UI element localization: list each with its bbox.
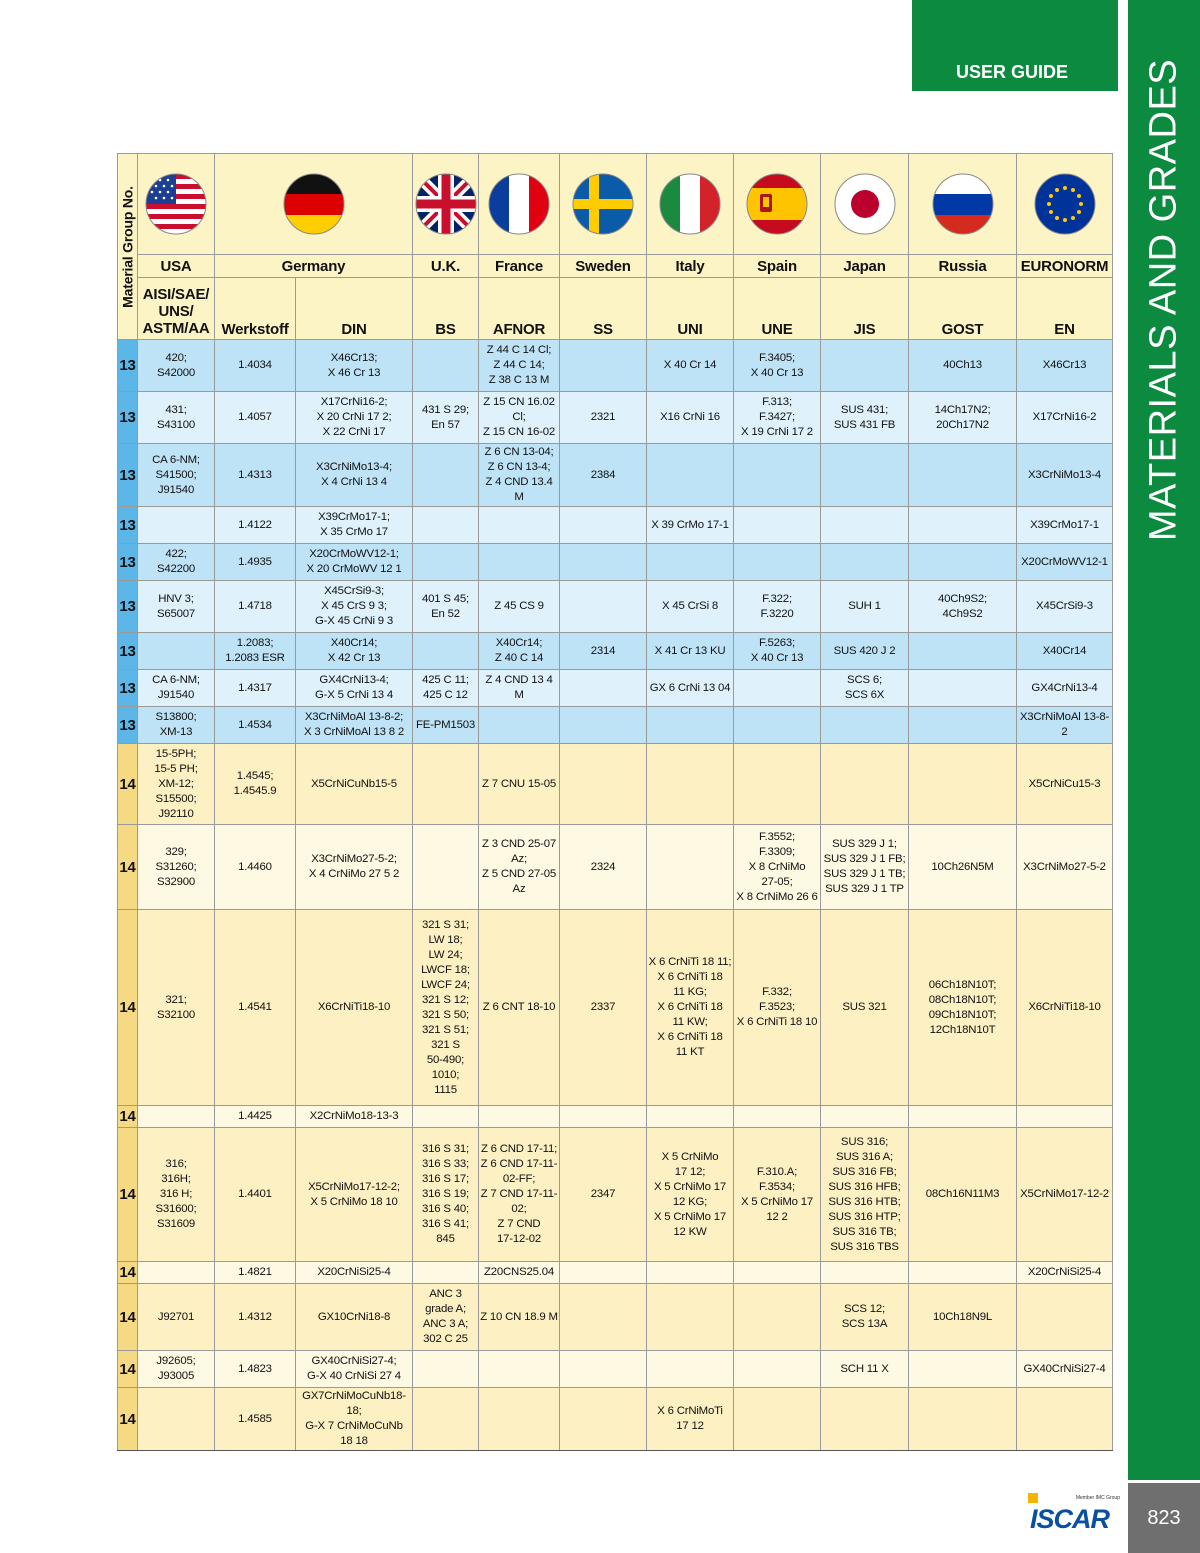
usa-flag-icon xyxy=(144,172,208,236)
cell-gost: 06Ch18N10T; 08Ch18N10T; 09Ch18N10T; 12Ch18N10T xyxy=(909,910,1017,1106)
cell-uni: X 41 Cr 13 KU xyxy=(647,633,734,670)
cell-en: X3CrNiMo13-4 xyxy=(1017,444,1113,507)
russia-flag-cell xyxy=(909,154,1017,255)
cell-une: F.332; F.3523; X 6 CrNiTi 18 10 xyxy=(734,910,821,1106)
table-body xyxy=(118,340,1113,1451)
cell-uni xyxy=(647,1284,734,1351)
table-row xyxy=(118,581,1113,633)
cell-werkstoff: 1.2083; 1.2083 ESR xyxy=(215,633,296,670)
cell-werkstoff: 1.4122 xyxy=(215,507,296,544)
cell-jis: SCS 12; SCS 13A xyxy=(821,1284,909,1351)
cell-ss: 2384 xyxy=(560,444,647,507)
standard-din: DIN xyxy=(296,278,413,340)
group-number-cell: 14 xyxy=(118,1106,138,1128)
cell-en: X5CrNiCu15-3 xyxy=(1017,744,1113,825)
group-number-cell: 14 xyxy=(118,1351,138,1388)
cell-uni: X 6 CrNiTi 18 11; X 6 CrNiTi 18 11 KG; X 6 CrNiTi 18 11 KW; X 6 CrNiTi 18 11 KT xyxy=(647,910,734,1106)
cell-aisi xyxy=(138,1106,215,1128)
cell-din: X17CrNi16-2; X 20 CrNi 17 2; X 22 CrNi 17 xyxy=(296,392,413,444)
cell-afnor: Z 4 CND 13 4 M xyxy=(479,670,560,707)
cell-jis xyxy=(821,507,909,544)
cell-une xyxy=(734,1262,821,1284)
sweden-flag-cell xyxy=(560,154,647,255)
cell-aisi: 329; S31260; S32900 xyxy=(138,825,215,910)
cell-en: GX4CrNi13-4 xyxy=(1017,670,1113,707)
standard-ss: SS xyxy=(560,278,647,340)
cell-werkstoff: 1.4935 xyxy=(215,544,296,581)
group-number-cell: 13 xyxy=(118,392,138,444)
cell-afnor xyxy=(479,1351,560,1388)
cell-bs xyxy=(413,1106,479,1128)
cell-din: X3CrNiMo13-4; X 4 CrNi 13 4 xyxy=(296,444,413,507)
cell-werkstoff: 1.4585 xyxy=(215,1388,296,1451)
table-row xyxy=(118,507,1113,544)
cell-une: F.313; F.3427; X 19 CrNi 17 2 xyxy=(734,392,821,444)
group-number-cell: 14 xyxy=(118,1128,138,1262)
country-sweden: Sweden xyxy=(560,255,647,278)
cell-werkstoff: 1.4821 xyxy=(215,1262,296,1284)
cell-din: X2CrNiMo18-13-3 xyxy=(296,1106,413,1128)
group-number-cell: 13 xyxy=(118,707,138,744)
cell-afnor: Z 6 CNT 18-10 xyxy=(479,910,560,1106)
country-uk: U.K. xyxy=(413,255,479,278)
cell-ss xyxy=(560,340,647,392)
group-number-cell: 14 xyxy=(118,910,138,1106)
cell-ss xyxy=(560,1351,647,1388)
cell-din: X45CrSi9-3; X 45 CrS 9 3; G-X 45 CrNi 9 3 xyxy=(296,581,413,633)
cell-werkstoff: 1.4401 xyxy=(215,1128,296,1262)
cell-aisi: 321; S32100 xyxy=(138,910,215,1106)
table-row xyxy=(118,1106,1113,1128)
standard-en: EN xyxy=(1017,278,1113,340)
cell-bs xyxy=(413,444,479,507)
cell-bs xyxy=(413,825,479,910)
cell-une xyxy=(734,1106,821,1128)
standard-gost: GOST xyxy=(909,278,1017,340)
cell-afnor: Z 6 CN 13-04; Z 6 CN 13-4; Z 4 CND 13.4 M xyxy=(479,444,560,507)
cell-ss xyxy=(560,670,647,707)
cell-gost xyxy=(909,1106,1017,1128)
uk-flag-icon xyxy=(414,172,478,236)
standard-aisi: AISI/SAE/ UNS/ ASTM/AA xyxy=(138,278,215,340)
standard-afnor: AFNOR xyxy=(479,278,560,340)
cell-jis xyxy=(821,1262,909,1284)
cell-bs: 321 S 31; LW 18; LW 24; LWCF 18; LWCF 24; 321 S 12; 321 S 50; 321 S 51; 321 S 50-490; 1010; 1115 xyxy=(413,910,479,1106)
cell-afnor xyxy=(479,1388,560,1451)
cell-uni: X 45 CrSi 8 xyxy=(647,581,734,633)
cell-werkstoff: 1.4718 xyxy=(215,581,296,633)
cell-jis xyxy=(821,1388,909,1451)
cell-en: X45CrSi9-3 xyxy=(1017,581,1113,633)
cell-din: X46Cr13; X 46 Cr 13 xyxy=(296,340,413,392)
cell-afnor: Z 3 CND 25-07 Az; Z 5 CND 27-05 Az xyxy=(479,825,560,910)
group-number-cell: 14 xyxy=(118,744,138,825)
cell-une: F.5263; X 40 Cr 13 xyxy=(734,633,821,670)
cell-gost: 10Ch18N9L xyxy=(909,1284,1017,1351)
cell-bs xyxy=(413,1262,479,1284)
cell-bs xyxy=(413,744,479,825)
cell-din: X20CrNiSi25-4 xyxy=(296,1262,413,1284)
side-title: MATERIALS AND GRADES xyxy=(1142,58,1185,542)
country-spain: Spain xyxy=(734,255,821,278)
cell-en: X3CrNiMo27-5-2 xyxy=(1017,825,1113,910)
cell-din: X20CrMoWV12-1; X 20 CrMoWV 12 1 xyxy=(296,544,413,581)
cell-bs: ANC 3 grade A; ANC 3 A; 302 C 25 xyxy=(413,1284,479,1351)
cell-jis: SUS 321 xyxy=(821,910,909,1106)
cell-en: GX40CrNiSi27-4 xyxy=(1017,1351,1113,1388)
cell-gost xyxy=(909,1388,1017,1451)
cell-une xyxy=(734,670,821,707)
cell-aisi: J92605; J93005 xyxy=(138,1351,215,1388)
cell-uni xyxy=(647,544,734,581)
germany-flag-cell xyxy=(215,154,413,255)
group-number-cell: 14 xyxy=(118,1388,138,1451)
cell-ss xyxy=(560,507,647,544)
cell-jis xyxy=(821,1106,909,1128)
cell-une xyxy=(734,744,821,825)
table-row xyxy=(118,910,1113,1106)
sweden-flag-icon xyxy=(571,172,635,236)
cell-gost xyxy=(909,507,1017,544)
cell-en xyxy=(1017,1388,1113,1451)
cell-une: F.322; F.3220 xyxy=(734,581,821,633)
cell-ss xyxy=(560,1284,647,1351)
cell-jis xyxy=(821,707,909,744)
cell-une xyxy=(734,507,821,544)
spain-flag-icon xyxy=(745,172,809,236)
russia-flag-icon xyxy=(931,172,995,236)
table-row xyxy=(118,1284,1113,1351)
cell-en: X39CrMo17-1 xyxy=(1017,507,1113,544)
country-russia: Russia xyxy=(909,255,1017,278)
cell-jis: SUS 431; SUS 431 FB xyxy=(821,392,909,444)
cell-ss xyxy=(560,544,647,581)
country-italy: Italy xyxy=(647,255,734,278)
cell-uni xyxy=(647,444,734,507)
cell-gost xyxy=(909,544,1017,581)
cell-werkstoff: 1.4034 xyxy=(215,340,296,392)
uk-flag-cell xyxy=(413,154,479,255)
cell-werkstoff: 1.4313 xyxy=(215,444,296,507)
cell-aisi: HNV 3; S65007 xyxy=(138,581,215,633)
group-number-cell: 13 xyxy=(118,507,138,544)
cell-afnor: Z 6 CND 17-11; Z 6 CND 17-11- 02-FF; Z 7 CND 17-11- 02; Z 7 CND 17-12-02 xyxy=(479,1128,560,1262)
table-row xyxy=(118,1351,1113,1388)
cell-ss xyxy=(560,1106,647,1128)
iscar-logo-icon xyxy=(1026,1493,1120,1533)
materials-table xyxy=(117,153,1113,1451)
country-euronorm: EURONORM xyxy=(1017,255,1113,278)
cell-aisi xyxy=(138,633,215,670)
eu-flag-cell xyxy=(1017,154,1113,255)
standard-une: UNE xyxy=(734,278,821,340)
cell-bs xyxy=(413,340,479,392)
cell-ss: 2321 xyxy=(560,392,647,444)
cell-din: X3CrNiMo27-5-2; X 4 CrNiMo 27 5 2 xyxy=(296,825,413,910)
table-row xyxy=(118,670,1113,707)
group-number-cell: 13 xyxy=(118,581,138,633)
cell-ss xyxy=(560,744,647,825)
cell-uni xyxy=(647,1262,734,1284)
table-row xyxy=(118,1388,1113,1451)
cell-uni: X 6 CrNiMoTi 17 12 xyxy=(647,1388,734,1451)
standard-jis: JIS xyxy=(821,278,909,340)
table-row xyxy=(118,1262,1113,1284)
cell-en xyxy=(1017,1106,1113,1128)
cell-une: F.3552; F.3309; X 8 CrNiMo 27-05; X 8 CrNiMo 26 6 xyxy=(734,825,821,910)
cell-werkstoff: 1.4534 xyxy=(215,707,296,744)
cell-uni: X 40 Cr 14 xyxy=(647,340,734,392)
group-number-cell: 14 xyxy=(118,1262,138,1284)
cell-jis xyxy=(821,340,909,392)
cell-din: GX10CrNi18-8 xyxy=(296,1284,413,1351)
cell-uni xyxy=(647,707,734,744)
cell-uni: X 5 CrNiMo 17 12; X 5 CrNiMo 17 12 KG; X 5 CrNiMo 17 12 KW xyxy=(647,1128,734,1262)
cell-gost xyxy=(909,1351,1017,1388)
cell-en: X40Cr14 xyxy=(1017,633,1113,670)
cell-en: X5CrNiMo17-12-2 xyxy=(1017,1128,1113,1262)
material-group-label: Material Group No. xyxy=(119,185,135,308)
cell-jis: SUS 329 J 1; SUS 329 J 1 FB; SUS 329 J 1 TB; SUS 329 J 1 TP xyxy=(821,825,909,910)
table-row xyxy=(118,444,1113,507)
cell-din: GX40CrNiSi27-4; G-X 40 CrNiSi 27 4 xyxy=(296,1351,413,1388)
cell-bs: 401 S 45; En 52 xyxy=(413,581,479,633)
cell-aisi: 420; S42000 xyxy=(138,340,215,392)
logo-square xyxy=(1028,1493,1038,1503)
cell-uni xyxy=(647,1351,734,1388)
cell-afnor xyxy=(479,544,560,581)
cell-une: F.310.A; F.3534; X 5 CrNiMo 17 12 2 xyxy=(734,1128,821,1262)
cell-afnor: Z 45 CS 9 xyxy=(479,581,560,633)
usa-flag-cell xyxy=(138,154,215,255)
cell-werkstoff: 1.4460 xyxy=(215,825,296,910)
table-row xyxy=(118,392,1113,444)
cell-une xyxy=(734,1351,821,1388)
country-germany: Germany xyxy=(215,255,413,278)
cell-en: X6CrNiTi18-10 xyxy=(1017,910,1113,1106)
cell-aisi: 316; 316H; 316 H; S31600; S31609 xyxy=(138,1128,215,1262)
group-number-cell: 13 xyxy=(118,633,138,670)
cell-aisi xyxy=(138,1262,215,1284)
cell-uni xyxy=(647,744,734,825)
cell-werkstoff: 1.4317 xyxy=(215,670,296,707)
italy-flag-icon xyxy=(658,172,722,236)
germany-flag-icon xyxy=(282,172,346,236)
cell-gost xyxy=(909,1262,1017,1284)
user-guide-label: USER GUIDE xyxy=(955,62,1068,82)
country-usa: USA xyxy=(138,255,215,278)
cell-afnor: X40Cr14; Z 40 C 14 xyxy=(479,633,560,670)
cell-gost xyxy=(909,744,1017,825)
france-flag-icon xyxy=(487,172,551,236)
cell-werkstoff: 1.4823 xyxy=(215,1351,296,1388)
cell-afnor: Z 15 CN 16.02 Cl; Z 15 CN 16-02 xyxy=(479,392,560,444)
cell-jis: SUS 316; SUS 316 A; SUS 316 FB; SUS 316 HFB; SUS 316 HTB; SUS 316 HTP; SUS 316 TB; SUS 316 TBS xyxy=(821,1128,909,1262)
cell-aisi: 431; S43100 xyxy=(138,392,215,444)
cell-gost: 08Ch16N11M3 xyxy=(909,1128,1017,1262)
group-number-cell: 13 xyxy=(118,444,138,507)
standard-bs: BS xyxy=(413,278,479,340)
cell-aisi: CA 6-NM; J91540 xyxy=(138,670,215,707)
cell-ss: 2324 xyxy=(560,825,647,910)
country-japan: Japan xyxy=(821,255,909,278)
cell-uni xyxy=(647,825,734,910)
cell-ss: 2337 xyxy=(560,910,647,1106)
cell-din: X5CrNiCuNb15-5 xyxy=(296,744,413,825)
cell-werkstoff: 1.4312 xyxy=(215,1284,296,1351)
cell-aisi: 422; S42200 xyxy=(138,544,215,581)
cell-une xyxy=(734,1284,821,1351)
cell-jis xyxy=(821,444,909,507)
cell-bs: 425 C 11; 425 C 12 xyxy=(413,670,479,707)
group-number-cell: 13 xyxy=(118,340,138,392)
table-row xyxy=(118,633,1113,670)
user-guide-tab xyxy=(912,0,1118,91)
group-number-cell: 13 xyxy=(118,670,138,707)
cell-bs xyxy=(413,1388,479,1451)
table-row xyxy=(118,1128,1113,1262)
cell-afnor xyxy=(479,507,560,544)
material-group-header xyxy=(118,154,138,340)
cell-uni: X16 CrNi 16 xyxy=(647,392,734,444)
cell-afnor: Z 7 CNU 15-05 xyxy=(479,744,560,825)
table-row xyxy=(118,544,1113,581)
cell-ss xyxy=(560,1262,647,1284)
cell-afnor: Z 44 C 14 Cl; Z 44 C 14; Z 38 C 13 M xyxy=(479,340,560,392)
cell-gost: 10Ch26N5M xyxy=(909,825,1017,910)
cell-bs xyxy=(413,544,479,581)
cell-une xyxy=(734,1388,821,1451)
eu-flag-icon xyxy=(1033,172,1097,236)
cell-afnor: Z 10 CN 18.9 M xyxy=(479,1284,560,1351)
cell-ss: 2347 xyxy=(560,1128,647,1262)
cell-din: X3CrNiMoAl 13-8-2; X 3 CrNiMoAl 13 8 2 xyxy=(296,707,413,744)
cell-uni: GX 6 CrNi 13 04 xyxy=(647,670,734,707)
cell-ss xyxy=(560,707,647,744)
cell-jis: SUH 1 xyxy=(821,581,909,633)
cell-din: X40Cr14; X 42 Cr 13 xyxy=(296,633,413,670)
cell-gost: 40Ch9S2; 4Ch9S2 xyxy=(909,581,1017,633)
cell-jis: SCS 6; SCS 6X xyxy=(821,670,909,707)
table-row xyxy=(118,707,1113,744)
cell-werkstoff: 1.4541 xyxy=(215,910,296,1106)
country-france: France xyxy=(479,255,560,278)
logo-wordmark: ISCAR xyxy=(1030,1504,1110,1534)
standard-uni: UNI xyxy=(647,278,734,340)
cell-afnor xyxy=(479,707,560,744)
japan-flag-icon xyxy=(833,172,897,236)
cell-gost xyxy=(909,444,1017,507)
cell-jis xyxy=(821,544,909,581)
group-number-cell: 14 xyxy=(118,825,138,910)
france-flag-cell xyxy=(479,154,560,255)
cell-bs xyxy=(413,507,479,544)
cell-werkstoff: 1.4545; 1.4545.9 xyxy=(215,744,296,825)
cell-aisi: 15-5PH; 15-5 PH; XM-12; S15500; J92110 xyxy=(138,744,215,825)
table-row xyxy=(118,825,1113,910)
cell-gost: 14Ch17N2; 20Ch17N2 xyxy=(909,392,1017,444)
cell-en: X17CrNi16-2 xyxy=(1017,392,1113,444)
cell-afnor: Z20CNS25.04 xyxy=(479,1262,560,1284)
page-number: 823 xyxy=(1128,1483,1200,1553)
cell-bs: FE-PM1503 xyxy=(413,707,479,744)
group-number-cell: 14 xyxy=(118,1284,138,1351)
logo-member-text: Member IMC Group xyxy=(1075,1495,1120,1501)
cell-aisi: CA 6-NM; S41500; J91540 xyxy=(138,444,215,507)
cell-une xyxy=(734,444,821,507)
cell-gost xyxy=(909,633,1017,670)
cell-ss xyxy=(560,1388,647,1451)
cell-une: F.3405; X 40 Cr 13 xyxy=(734,340,821,392)
spain-flag-cell xyxy=(734,154,821,255)
cell-afnor xyxy=(479,1106,560,1128)
cell-uni xyxy=(647,1106,734,1128)
cell-en: X20CrMoWV12-1 xyxy=(1017,544,1113,581)
cell-bs: 316 S 31; 316 S 33; 316 S 17; 316 S 19; 316 S 40; 316 S 41; 845 xyxy=(413,1128,479,1262)
japan-flag-cell xyxy=(821,154,909,255)
cell-gost xyxy=(909,707,1017,744)
cell-din: X6CrNiTi18-10 xyxy=(296,910,413,1106)
cell-din: GX4CrNi13-4; G-X 5 CrNi 13 4 xyxy=(296,670,413,707)
cell-une xyxy=(734,707,821,744)
cell-en: X20CrNiSi25-4 xyxy=(1017,1262,1113,1284)
cell-jis: SUS 420 J 2 xyxy=(821,633,909,670)
cell-ss: 2314 xyxy=(560,633,647,670)
group-number-cell: 13 xyxy=(118,544,138,581)
table-row xyxy=(118,340,1113,392)
cell-aisi xyxy=(138,507,215,544)
cell-jis xyxy=(821,744,909,825)
cell-aisi: S13800; XM-13 xyxy=(138,707,215,744)
cell-en: X46Cr13 xyxy=(1017,340,1113,392)
cell-din: GX7CrNiMoCuNb18-18; G-X 7 CrNiMoCuNb 18 18 xyxy=(296,1388,413,1451)
cell-ss xyxy=(560,581,647,633)
cell-en xyxy=(1017,1284,1113,1351)
cell-jis: SCH 11 X xyxy=(821,1351,909,1388)
cell-din: X39CrMo17-1; X 35 CrMo 17 xyxy=(296,507,413,544)
cell-en: X3CrNiMoAl 13-8-2 xyxy=(1017,707,1113,744)
standard-werkstoff: Werkstoff xyxy=(215,278,296,340)
cell-aisi xyxy=(138,1388,215,1451)
cell-une xyxy=(734,544,821,581)
italy-flag-cell xyxy=(647,154,734,255)
cell-uni: X 39 CrMo 17-1 xyxy=(647,507,734,544)
cell-gost: 40Ch13 xyxy=(909,340,1017,392)
cell-werkstoff: 1.4057 xyxy=(215,392,296,444)
cell-aisi: J92701 xyxy=(138,1284,215,1351)
cell-werkstoff: 1.4425 xyxy=(215,1106,296,1128)
cell-bs xyxy=(413,1351,479,1388)
cell-bs xyxy=(413,633,479,670)
cell-bs: 431 S 29; En 57 xyxy=(413,392,479,444)
table-row xyxy=(118,744,1113,825)
cell-gost xyxy=(909,670,1017,707)
cell-din: X5CrNiMo17-12-2; X 5 CrNiMo 18 10 xyxy=(296,1128,413,1262)
